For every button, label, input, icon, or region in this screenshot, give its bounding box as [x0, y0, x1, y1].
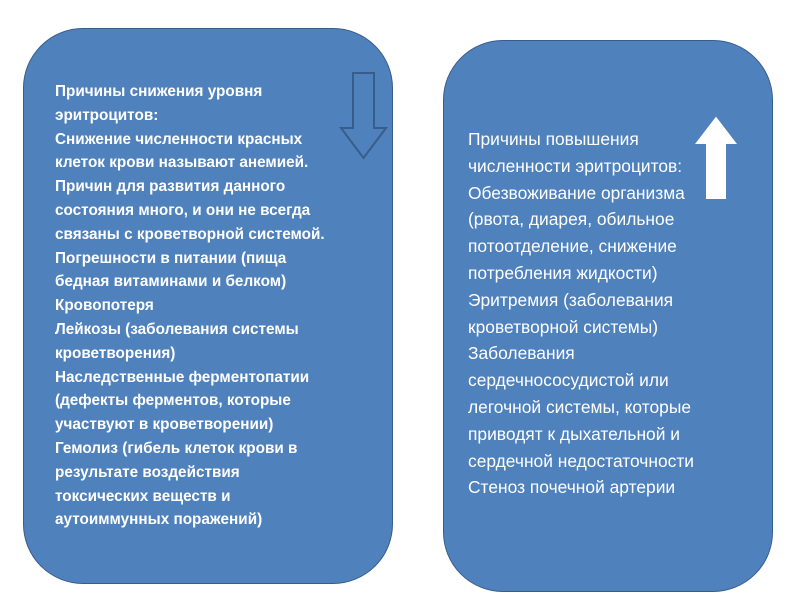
- left-line: состояния много, и они не всегда: [55, 201, 311, 219]
- left-line: бедная витаминами и белком): [55, 273, 287, 291]
- left-line: Наследственные ферментопатии: [55, 368, 310, 386]
- right-line: потоотделение, снижение: [468, 236, 677, 257]
- right-panel-text: [468, 126, 694, 501]
- right-line: кроветворной системы): [468, 316, 659, 337]
- right-line: легочной системы, которые: [468, 396, 691, 417]
- left-panel-text: [55, 80, 325, 532]
- right-line: (рвота, диарея, обильное: [468, 209, 675, 230]
- left-line: Причин для развития данного: [55, 178, 286, 196]
- left-line: Кровопотеря: [55, 297, 154, 315]
- left-line: Причины снижения уровня: [55, 83, 263, 100]
- right-line: потребления жидкости): [468, 262, 658, 283]
- left-line: Лейкозы (заболевания системы: [55, 320, 299, 338]
- left-line: Погрешности в питании (пища: [55, 249, 287, 267]
- right-line: сердечнососудистой или: [468, 370, 669, 391]
- left-line: эритроцитов:: [55, 106, 159, 124]
- left-line: клеток крови называют анемией.: [55, 154, 309, 172]
- left-line: Гемолиз (гибель клеток крови в: [55, 439, 298, 457]
- left-line: аутоиммунных поражений): [55, 511, 263, 529]
- right-line: сердечной недостаточности: [468, 450, 695, 471]
- right-line: Обезвоживание организма: [468, 182, 685, 203]
- right-line: Заболевания: [468, 343, 575, 364]
- right-line: Эритремия (заболевания: [468, 289, 674, 310]
- right-line: численности эритроцитов:: [468, 155, 683, 176]
- right-line: приводят к дыхательной и: [468, 423, 680, 444]
- right-line: Причины повышения: [468, 129, 639, 149]
- left-line: участвуют в кроветворении): [55, 416, 274, 434]
- down-arrow-icon: [338, 72, 388, 160]
- left-line: токсических веществ и: [55, 487, 231, 505]
- left-line: кроветворения): [55, 344, 176, 362]
- left-line: (дефекты ферментов, которые: [55, 392, 291, 410]
- left-line: результате воздействия: [55, 463, 240, 481]
- up-arrow-icon: [690, 114, 742, 202]
- left-line: Снижение численности красных: [55, 130, 303, 148]
- right-line: Стеноз почечной артерии: [468, 477, 676, 498]
- left-line: связаны с кроветворной системой.: [55, 225, 325, 243]
